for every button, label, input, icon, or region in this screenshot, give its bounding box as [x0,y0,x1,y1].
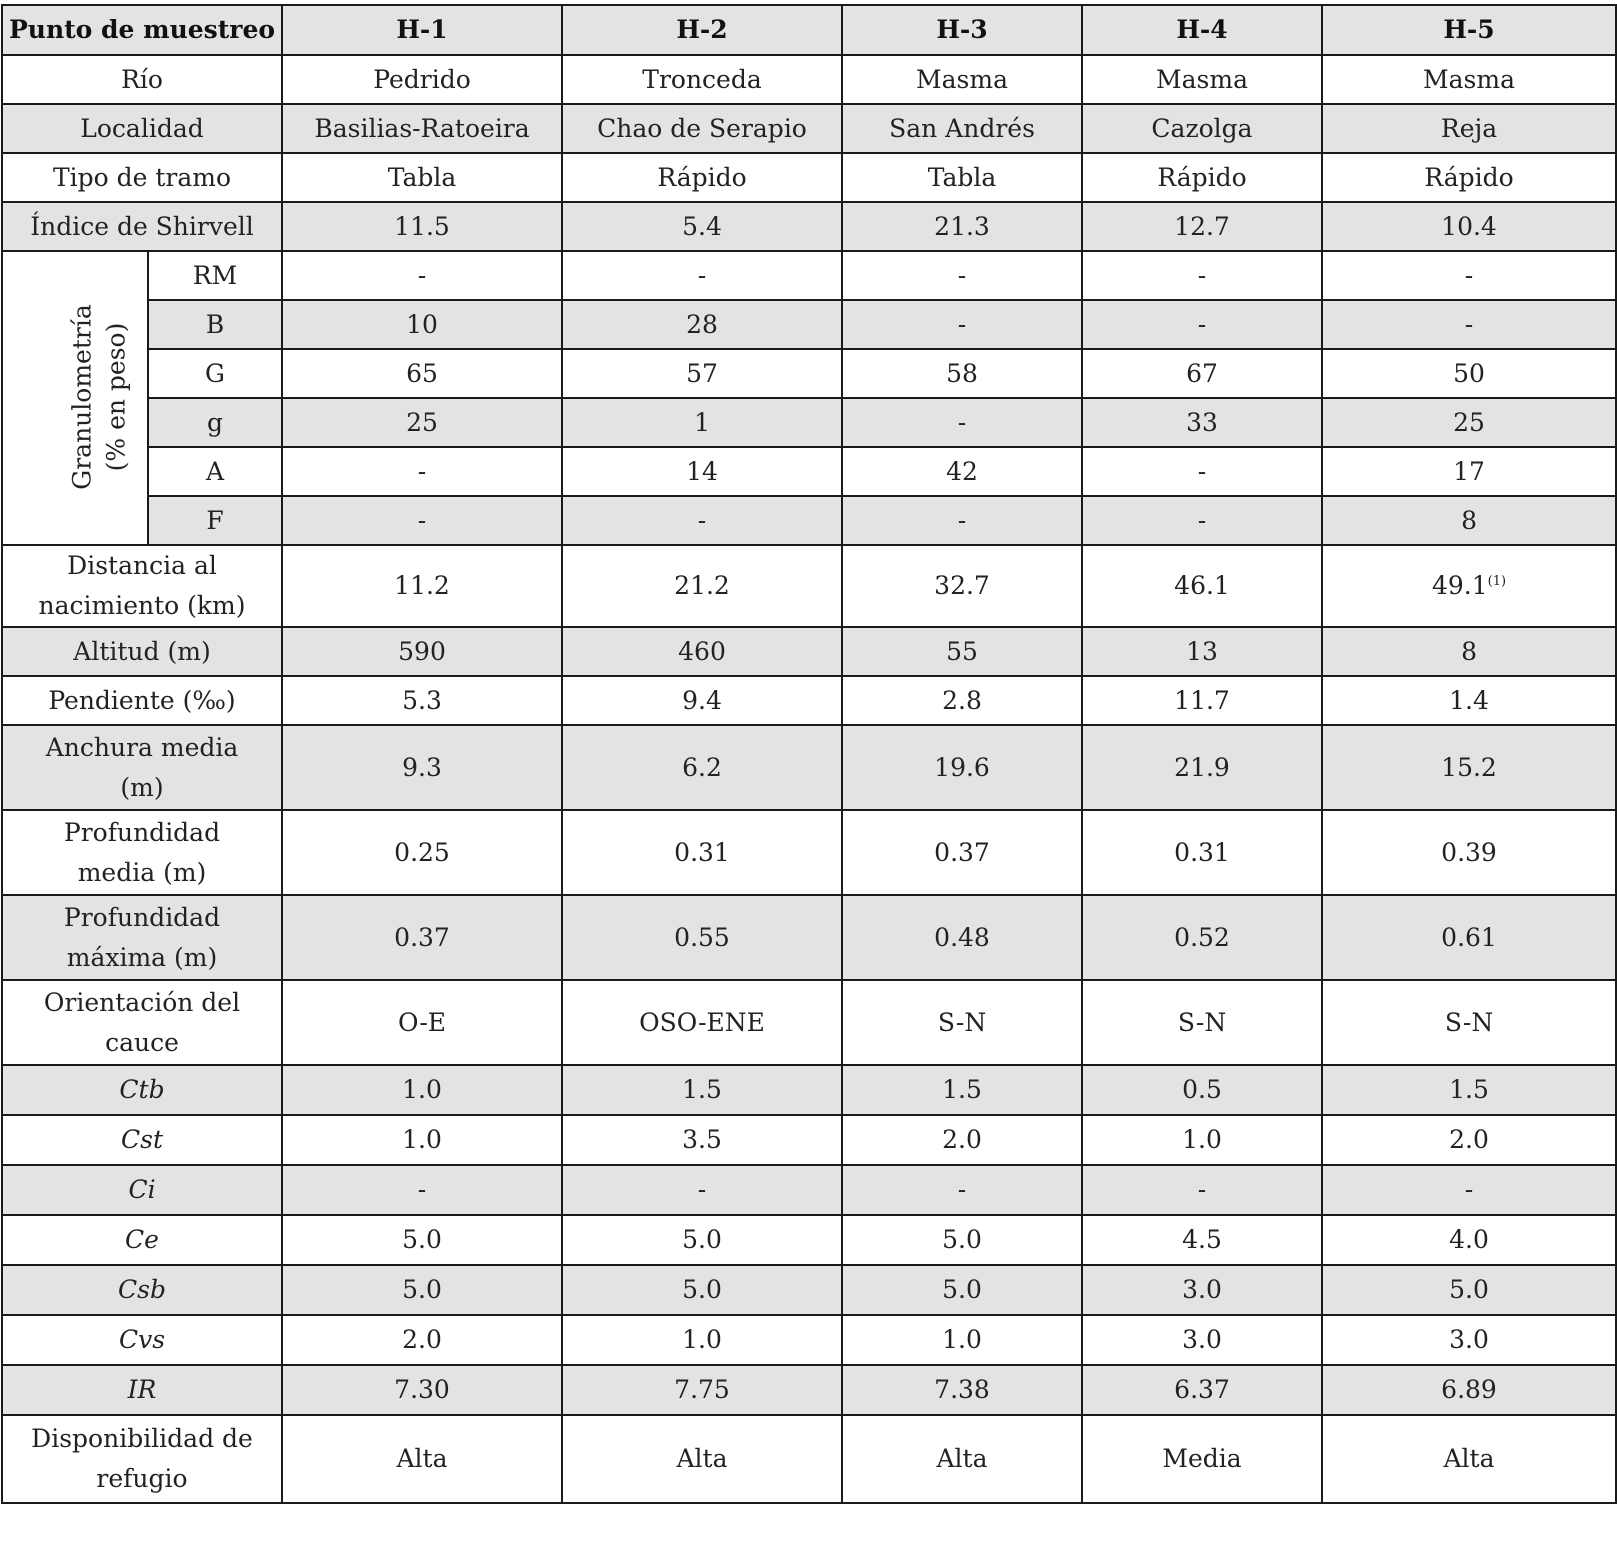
row-label: Altitud (m) [2,627,282,676]
row-label-line2: media (m) [77,857,207,887]
row-label [2,725,282,810]
cell: S-N [842,980,1082,1065]
row-label-line1: Disponibilidad de [31,1424,253,1453]
cell: 1.0 [1082,1115,1322,1165]
cell: 2.0 [842,1115,1082,1165]
cell: 67 [1082,349,1322,398]
cell: 0.25 [282,810,562,895]
cell: 42 [842,447,1082,496]
row-label-line1: Profundidad [63,817,221,847]
row-sublabel: B [148,300,282,349]
cell: Cazolga [1082,104,1322,153]
row-label [2,895,282,980]
cell: 5.4 [562,202,842,251]
table-row [2,545,1616,627]
row-label [2,980,282,1065]
row-label [2,1415,282,1503]
cell: - [562,251,842,300]
granulometria-vertical-label [66,304,134,489]
cell: 1.5 [1322,1065,1616,1115]
row-label-line2: cauce [105,1027,179,1057]
row-label-line2: (m) [120,772,164,802]
cell: 25 [1322,398,1616,447]
row-sublabel: F [148,496,282,545]
cell: 2.0 [1322,1115,1616,1165]
cell: 10.4 [1322,202,1616,251]
cell: 32.7 [842,545,1082,627]
table-row [2,1065,1616,1115]
granulometria-label-line2: (% en peso) [101,322,131,471]
cell: 9.3 [282,725,562,810]
cell: Rápido [1322,153,1616,202]
cell: - [842,398,1082,447]
cell: 9.4 [562,676,842,725]
cell: 11.2 [282,545,562,627]
header-site: H-5 [1322,5,1616,55]
cell: 25 [282,398,562,447]
cell: 0.55 [562,895,842,980]
row-label: Cvs [2,1315,282,1365]
table-row [2,1415,1616,1503]
cell: Tronceda [562,55,842,104]
cell: 17 [1322,447,1616,496]
cell: Alta [842,1415,1082,1503]
row-label-line2: máxima (m) [66,942,218,972]
cell: San Andrés [842,104,1082,153]
cell: - [1082,447,1322,496]
cell: 57 [562,349,842,398]
cell: 3.5 [562,1115,842,1165]
row-label: Pendiente (‰) [2,676,282,725]
table-row [2,55,1616,104]
table-row [2,447,1616,496]
header-site: H-3 [842,5,1082,55]
cell: 590 [282,627,562,676]
cell: - [282,251,562,300]
row-label: Tipo de tramo [2,153,282,202]
cell: 6.2 [562,725,842,810]
header-site: H-1 [282,5,562,55]
cell: - [842,300,1082,349]
row-label: Río [2,55,282,104]
cell: 2.0 [282,1315,562,1365]
row-label [2,810,282,895]
table-row [2,980,1616,1065]
table-row [2,202,1616,251]
cell: 19.6 [842,725,1082,810]
cell: 4.5 [1082,1215,1322,1265]
cell: Basilias-Ratoeira [282,104,562,153]
cell: 0.39 [1322,810,1616,895]
table-row [2,1165,1616,1215]
cell: 1.0 [842,1315,1082,1365]
cell: 21.9 [1082,725,1322,810]
cell: Tabla [282,153,562,202]
cell: 7.30 [282,1365,562,1415]
cell: Masma [842,55,1082,104]
cell: Masma [1322,55,1616,104]
cell: - [282,1165,562,1215]
row-label: Índice de Shirvell [2,202,282,251]
row-label: Ctb [2,1065,282,1115]
header-row [2,5,1616,55]
cell: 0.37 [842,810,1082,895]
cell: Alta [282,1415,562,1503]
table-row [2,104,1616,153]
cell: 8 [1322,627,1616,676]
row-label [2,545,282,627]
cell: - [842,1165,1082,1215]
table-row [2,251,1616,300]
table-row [2,676,1616,725]
cell: - [1082,300,1322,349]
cell: 12.7 [1082,202,1322,251]
cell: Chao de Serapio [562,104,842,153]
cell [1322,545,1616,627]
cell: 14 [562,447,842,496]
row-sublabel: G [148,349,282,398]
cell: 46.1 [1082,545,1322,627]
cell: 15.2 [1322,725,1616,810]
cell: - [1322,300,1616,349]
cell: 1.5 [842,1065,1082,1115]
row-label: Cst [2,1115,282,1165]
cell: 0.31 [1082,810,1322,895]
cell: 5.0 [562,1265,842,1315]
row-label-line2: nacimiento (km) [38,591,246,620]
footnote-marker: (1) [1487,574,1507,589]
cell: 11.7 [1082,676,1322,725]
cell: 13 [1082,627,1322,676]
cell: 0.52 [1082,895,1322,980]
cell: 8 [1322,496,1616,545]
cell: - [842,251,1082,300]
header-site: H-2 [562,5,842,55]
cell: 1.0 [562,1315,842,1365]
cell: 7.38 [842,1365,1082,1415]
row-label: Ce [2,1215,282,1265]
cell: S-N [1082,980,1322,1065]
row-sublabel: RM [148,251,282,300]
cell: 4.0 [1322,1215,1616,1265]
cell: S-N [1322,980,1616,1065]
cell-value: 49.1 [1431,571,1488,600]
cell: - [1082,1165,1322,1215]
cell: 3.0 [1322,1315,1616,1365]
table-row [2,1265,1616,1315]
cell: 10 [282,300,562,349]
row-label: Localidad [2,104,282,153]
cell: 5.3 [282,676,562,725]
cell: Alta [1322,1415,1616,1503]
row-label-line1: Distancia al [67,551,217,580]
cell: - [282,447,562,496]
cell: 1.5 [562,1065,842,1115]
table-row [2,349,1616,398]
row-label-line1: Anchura media [45,732,239,762]
cell: Reja [1322,104,1616,153]
cell: 58 [842,349,1082,398]
header-label: Punto de muestreo [2,5,282,55]
table-row [2,398,1616,447]
cell: 11.5 [282,202,562,251]
cell: Pedrido [282,55,562,104]
row-sublabel: g [148,398,282,447]
cell: O-E [282,980,562,1065]
cell: 0.48 [842,895,1082,980]
cell: 0.31 [562,810,842,895]
cell: 6.37 [1082,1365,1322,1415]
cell: Tabla [842,153,1082,202]
cell: 5.0 [842,1215,1082,1265]
table-row [2,627,1616,676]
header-site: H-4 [1082,5,1322,55]
cell: - [1082,496,1322,545]
cell: 6.89 [1322,1365,1616,1415]
table-row [2,1215,1616,1265]
cell: Masma [1082,55,1322,104]
cell: OSO-ENE [562,980,842,1065]
row-label: Csb [2,1265,282,1315]
cell: 1.0 [282,1115,562,1165]
cell: 65 [282,349,562,398]
cell: - [1322,251,1616,300]
cell: Rápido [1082,153,1322,202]
cell: 55 [842,627,1082,676]
cell: 5.0 [842,1265,1082,1315]
cell: 5.0 [562,1215,842,1265]
cell: 0.37 [282,895,562,980]
cell: Media [1082,1415,1322,1503]
cell: 28 [562,300,842,349]
row-label-line2: refugio [96,1464,188,1493]
data-table [1,4,1617,1504]
table-row [2,496,1616,545]
row-label-line1: Orientación del [43,987,241,1017]
cell: - [562,496,842,545]
cell: Rápido [562,153,842,202]
table-row [2,1315,1616,1365]
cell: 0.61 [1322,895,1616,980]
cell: 33 [1082,398,1322,447]
cell: 1.4 [1322,676,1616,725]
cell: 1 [562,398,842,447]
table-row [2,153,1616,202]
cell: 5.0 [282,1215,562,1265]
cell: 3.0 [1082,1265,1322,1315]
table-row [2,895,1616,980]
cell: - [282,496,562,545]
cell: 21.2 [562,545,842,627]
cell: 21.3 [842,202,1082,251]
row-label-line1: Profundidad [63,902,221,932]
cell: 5.0 [1322,1265,1616,1315]
cell: 50 [1322,349,1616,398]
cell: Alta [562,1415,842,1503]
row-label: IR [2,1365,282,1415]
cell: 0.5 [1082,1065,1322,1115]
cell: 460 [562,627,842,676]
cell: - [842,496,1082,545]
granulometria-label [2,251,148,545]
cell: 1.0 [282,1065,562,1115]
row-sublabel: A [148,447,282,496]
granulometria-label-line1: Granulometría [67,303,97,490]
row-label: Ci [2,1165,282,1215]
table-row [2,1365,1616,1415]
cell: 2.8 [842,676,1082,725]
table-row [2,725,1616,810]
cell: 5.0 [282,1265,562,1315]
cell: - [1082,251,1322,300]
cell: 3.0 [1082,1315,1322,1365]
table-row [2,810,1616,895]
table-row [2,300,1616,349]
table-row [2,1115,1616,1165]
cell: - [562,1165,842,1215]
cell: - [1322,1165,1616,1215]
cell: 7.75 [562,1365,842,1415]
